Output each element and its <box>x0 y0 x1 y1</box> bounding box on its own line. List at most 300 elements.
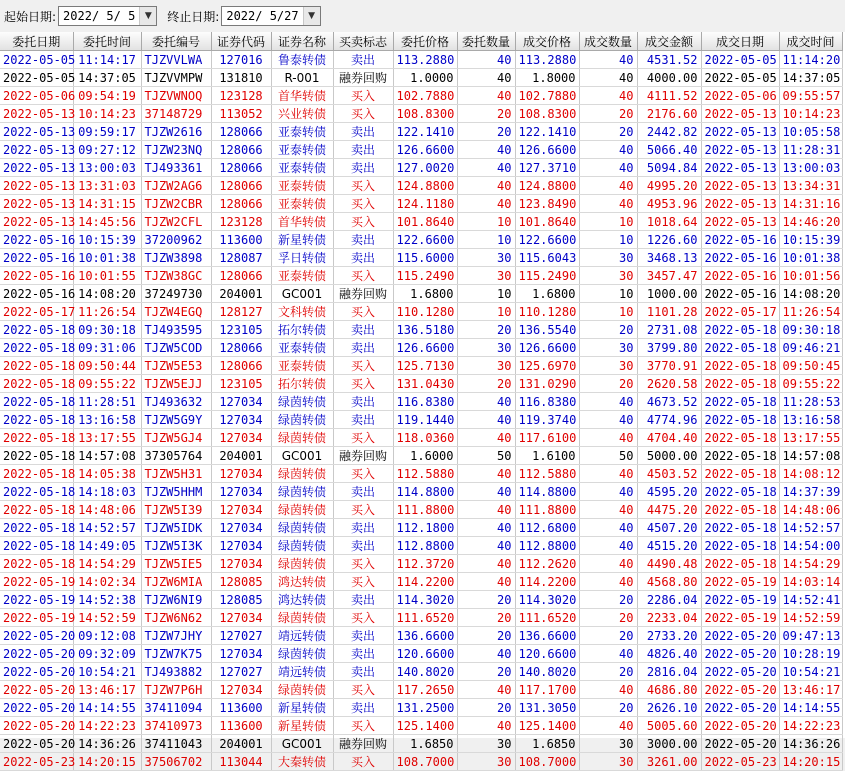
cell-order-price: 115.6000 <box>393 249 457 267</box>
table-row[interactable] <box>0 141 842 159</box>
column-header-order-date[interactable]: 委托日期 <box>0 32 73 51</box>
cell-order-date: 2022-05-20 <box>0 663 73 681</box>
cell-fill-amount: 2233.04 <box>637 609 701 627</box>
cell-fill-date: 2022-05-19 <box>701 591 779 609</box>
cell-side: 卖出 <box>333 699 393 717</box>
table-row[interactable] <box>0 177 842 195</box>
cell-order-id: TJZW5E53 <box>141 357 211 375</box>
cell-side: 买入 <box>333 177 393 195</box>
cell-order-id: TJZW5G9Y <box>141 411 211 429</box>
table-row[interactable] <box>0 357 842 375</box>
cell-fill-qty: 10 <box>579 213 637 231</box>
cell-fill-date: 2022-05-18 <box>701 555 779 573</box>
cell-order-date: 2022-05-18 <box>0 393 73 411</box>
cell-fill-price: 112.6800 <box>515 519 579 537</box>
cell-fill-amount: 2286.04 <box>637 591 701 609</box>
table-row[interactable] <box>0 735 842 753</box>
cell-order-time: 10:15:39 <box>73 231 141 249</box>
cell-order-date: 2022-05-20 <box>0 699 73 717</box>
cell-order-time: 14:45:56 <box>73 213 141 231</box>
table-row[interactable] <box>0 285 842 303</box>
orders-grid <box>0 32 845 769</box>
cell-fill-time: 11:28:53 <box>779 393 842 411</box>
cell-fill-amount: 4531.52 <box>637 51 701 69</box>
cell-order-date: 2022-05-17 <box>0 303 73 321</box>
cell-order-qty: 30 <box>457 357 515 375</box>
cell-security-code: 123128 <box>211 213 271 231</box>
cell-security-code: 127027 <box>211 663 271 681</box>
cell-order-price: 126.6600 <box>393 141 457 159</box>
cell-fill-qty: 20 <box>579 663 637 681</box>
table-row[interactable] <box>0 465 842 483</box>
cell-side: 卖出 <box>333 249 393 267</box>
cell-order-date: 2022-05-20 <box>0 735 73 753</box>
cell-security-name: 首华转债 <box>271 87 333 105</box>
cell-fill-price: 112.5880 <box>515 465 579 483</box>
table-row[interactable] <box>0 519 842 537</box>
cell-security-code: 128066 <box>211 195 271 213</box>
cell-fill-date: 2022-05-16 <box>701 267 779 285</box>
cell-fill-price: 1.6100 <box>515 447 579 465</box>
cell-fill-time: 14:20:15 <box>779 753 842 771</box>
cell-security-name: 绿茵转债 <box>271 519 333 537</box>
cell-order-date: 2022-05-19 <box>0 609 73 627</box>
cell-fill-price: 120.6600 <box>515 645 579 663</box>
cell-fill-price: 111.8800 <box>515 501 579 519</box>
table-row[interactable] <box>0 195 842 213</box>
cell-security-name: 绿茵转债 <box>271 645 333 663</box>
cell-order-date: 2022-05-20 <box>0 681 73 699</box>
cell-fill-time: 14:37:39 <box>779 483 842 501</box>
cell-fill-qty: 40 <box>579 177 637 195</box>
cell-order-qty: 40 <box>457 411 515 429</box>
cell-security-code: 127034 <box>211 483 271 501</box>
cell-side: 买入 <box>333 465 393 483</box>
cell-fill-time: 14:08:20 <box>779 285 842 303</box>
end-date-dropdown-icon[interactable]: ▼ <box>303 7 320 25</box>
table-row[interactable] <box>0 537 842 555</box>
cell-order-time: 09:55:22 <box>73 375 141 393</box>
cell-fill-qty: 40 <box>579 411 637 429</box>
cell-order-time: 13:00:03 <box>73 159 141 177</box>
cell-security-name: 绿茵转债 <box>271 429 333 447</box>
cell-security-code: 123105 <box>211 321 271 339</box>
cell-order-date: 2022-05-13 <box>0 123 73 141</box>
cell-order-date: 2022-05-18 <box>0 447 73 465</box>
cell-fill-time: 14:48:06 <box>779 501 842 519</box>
cell-security-code: 113052 <box>211 105 271 123</box>
cell-order-qty: 40 <box>457 87 515 105</box>
cell-fill-time: 09:55:22 <box>779 375 842 393</box>
cell-order-time: 13:16:58 <box>73 411 141 429</box>
cell-order-qty: 20 <box>457 609 515 627</box>
cell-security-name: 亚泰转债 <box>271 177 333 195</box>
cell-order-time: 09:50:44 <box>73 357 141 375</box>
cell-order-id: TJZW6MIA <box>141 573 211 591</box>
cell-side: 融券回购 <box>333 447 393 465</box>
cell-order-price: 112.8800 <box>393 537 457 555</box>
column-header-security-code[interactable]: 证券代码 <box>211 32 271 51</box>
cell-security-code: 127034 <box>211 645 271 663</box>
orders-table <box>0 32 843 771</box>
cell-fill-amount: 4826.40 <box>637 645 701 663</box>
cell-order-date: 2022-05-13 <box>0 159 73 177</box>
table-row[interactable] <box>0 699 842 717</box>
cell-order-qty: 40 <box>457 51 515 69</box>
cell-side: 卖出 <box>333 519 393 537</box>
cell-fill-time: 09:46:21 <box>779 339 842 357</box>
column-header-order-time[interactable]: 委托时间 <box>73 32 141 51</box>
cell-fill-price: 112.8800 <box>515 537 579 555</box>
cell-order-price: 115.2490 <box>393 267 457 285</box>
table-row[interactable] <box>0 123 842 141</box>
column-header-order-id[interactable]: 委托编号 <box>141 32 211 51</box>
table-row[interactable] <box>0 429 842 447</box>
cell-order-price: 131.0430 <box>393 375 457 393</box>
cell-fill-time: 11:26:54 <box>779 303 842 321</box>
table-row[interactable] <box>0 447 842 465</box>
table-row[interactable] <box>0 411 842 429</box>
cell-order-price: 136.5180 <box>393 321 457 339</box>
cell-order-qty: 20 <box>457 591 515 609</box>
cell-fill-amount: 2176.60 <box>637 105 701 123</box>
cell-order-time: 14:37:05 <box>73 69 141 87</box>
cell-order-id: 37148729 <box>141 105 211 123</box>
cell-order-price: 111.8800 <box>393 501 457 519</box>
cell-security-name: 亚泰转债 <box>271 195 333 213</box>
cell-fill-date: 2022-05-16 <box>701 285 779 303</box>
cell-fill-time: 14:52:41 <box>779 591 842 609</box>
cell-fill-time: 14:22:23 <box>779 717 842 735</box>
cell-security-name: GC001 <box>271 285 333 303</box>
cell-fill-time: 14:03:14 <box>779 573 842 591</box>
cell-fill-price: 114.8800 <box>515 483 579 501</box>
cell-side: 买入 <box>333 267 393 285</box>
cell-order-price: 119.1440 <box>393 411 457 429</box>
table-row[interactable] <box>0 213 842 231</box>
cell-fill-time: 13:46:17 <box>779 681 842 699</box>
cell-order-qty: 40 <box>457 645 515 663</box>
cell-security-code: 113044 <box>211 753 271 771</box>
table-row[interactable] <box>0 105 842 123</box>
cell-order-qty: 40 <box>457 573 515 591</box>
table-row[interactable] <box>0 573 842 591</box>
cell-order-date: 2022-05-18 <box>0 429 73 447</box>
table-row[interactable] <box>0 609 842 627</box>
cell-order-qty: 20 <box>457 105 515 123</box>
cell-security-code: 204001 <box>211 735 271 753</box>
cell-order-id: TJZW5IDK <box>141 519 211 537</box>
table-row[interactable] <box>0 753 842 771</box>
cell-fill-qty: 40 <box>579 645 637 663</box>
cell-fill-amount: 4568.80 <box>637 573 701 591</box>
cell-order-time: 14:52:59 <box>73 609 141 627</box>
cell-side: 买入 <box>333 303 393 321</box>
cell-fill-time: 10:54:21 <box>779 663 842 681</box>
cell-fill-amount: 4111.52 <box>637 87 701 105</box>
cell-side: 融券回购 <box>333 285 393 303</box>
cell-order-id: TJZW2CBR <box>141 195 211 213</box>
cell-fill-price: 131.0290 <box>515 375 579 393</box>
cell-fill-amount: 2816.04 <box>637 663 701 681</box>
cell-order-qty: 30 <box>457 267 515 285</box>
cell-side: 买入 <box>333 213 393 231</box>
cell-order-qty: 20 <box>457 663 515 681</box>
cell-side: 卖出 <box>333 393 393 411</box>
table-row[interactable] <box>0 501 842 519</box>
cell-order-id: TJ493361 <box>141 159 211 177</box>
cell-order-id: TJ493632 <box>141 393 211 411</box>
cell-order-date: 2022-05-13 <box>0 177 73 195</box>
cell-fill-date: 2022-05-19 <box>701 609 779 627</box>
cell-fill-qty: 30 <box>579 267 637 285</box>
cell-security-name: 亚泰转债 <box>271 159 333 177</box>
table-row[interactable] <box>0 249 842 267</box>
table-row[interactable] <box>0 627 842 645</box>
cell-fill-amount: 2620.58 <box>637 375 701 393</box>
cell-fill-qty: 20 <box>579 609 637 627</box>
cell-fill-qty: 40 <box>579 195 637 213</box>
cell-fill-price: 111.6520 <box>515 609 579 627</box>
cell-order-qty: 40 <box>457 681 515 699</box>
cell-security-code: 127034 <box>211 501 271 519</box>
cell-side: 买入 <box>333 429 393 447</box>
cell-fill-amount: 4515.20 <box>637 537 701 555</box>
cell-fill-qty: 20 <box>579 699 637 717</box>
table-row[interactable] <box>0 591 842 609</box>
cell-order-price: 124.1180 <box>393 195 457 213</box>
column-header-order-qty[interactable]: 委托数量 <box>457 32 515 51</box>
cell-order-price: 108.7000 <box>393 753 457 771</box>
cell-fill-time: 11:14:20 <box>779 51 842 69</box>
column-header-fill-price[interactable]: 成交价格 <box>515 32 579 51</box>
column-header-fill-qty[interactable]: 成交数量 <box>579 32 637 51</box>
cell-fill-date: 2022-05-20 <box>701 681 779 699</box>
table-row[interactable] <box>0 375 842 393</box>
cell-security-name: 新星转债 <box>271 717 333 735</box>
cell-side: 卖出 <box>333 339 393 357</box>
cell-security-name: 绿茵转债 <box>271 537 333 555</box>
cell-order-id: TJZW5COD <box>141 339 211 357</box>
cell-order-time: 14:02:34 <box>73 573 141 591</box>
cell-fill-qty: 40 <box>579 393 637 411</box>
cell-fill-date: 2022-05-20 <box>701 717 779 735</box>
cell-security-name: 兴业转债 <box>271 105 333 123</box>
cell-order-qty: 10 <box>457 285 515 303</box>
cell-order-time: 14:18:03 <box>73 483 141 501</box>
cell-order-id: 37506702 <box>141 753 211 771</box>
cell-fill-time: 11:28:31 <box>779 141 842 159</box>
cell-fill-amount: 5000.00 <box>637 447 701 465</box>
cell-order-price: 112.5880 <box>393 465 457 483</box>
cell-fill-date: 2022-05-19 <box>701 573 779 591</box>
cell-fill-amount: 2731.08 <box>637 321 701 339</box>
cell-fill-price: 136.6600 <box>515 627 579 645</box>
cell-order-date: 2022-05-18 <box>0 465 73 483</box>
cell-order-id: TJZW38GC <box>141 267 211 285</box>
cell-fill-qty: 40 <box>579 51 637 69</box>
cell-fill-date: 2022-05-16 <box>701 249 779 267</box>
cell-order-time: 09:31:06 <box>73 339 141 357</box>
cell-order-date: 2022-05-18 <box>0 555 73 573</box>
cell-fill-price: 108.8300 <box>515 105 579 123</box>
cell-security-code: 128066 <box>211 159 271 177</box>
cell-fill-qty: 40 <box>579 573 637 591</box>
cell-order-qty: 40 <box>457 465 515 483</box>
cell-fill-time: 09:30:18 <box>779 321 842 339</box>
cell-fill-amount: 2733.20 <box>637 627 701 645</box>
table-row[interactable] <box>0 339 842 357</box>
cell-order-date: 2022-05-18 <box>0 339 73 357</box>
cell-fill-date: 2022-05-06 <box>701 87 779 105</box>
cell-fill-qty: 40 <box>579 69 637 87</box>
column-header-order-price[interactable]: 委托价格 <box>393 32 457 51</box>
start-date-picker[interactable] <box>58 6 157 26</box>
cell-fill-qty: 30 <box>579 249 637 267</box>
table-row[interactable] <box>0 87 842 105</box>
column-header-fill-time[interactable]: 成交时间 <box>779 32 842 51</box>
cell-fill-qty: 20 <box>579 591 637 609</box>
cell-security-code: 127016 <box>211 51 271 69</box>
cell-security-name: 绿茵转债 <box>271 393 333 411</box>
cell-side: 卖出 <box>333 645 393 663</box>
cell-fill-qty: 40 <box>579 465 637 483</box>
start-date-value[interactable]: 2022/ 5/ 5 <box>63 9 136 23</box>
cell-security-code: 127034 <box>211 429 271 447</box>
cell-order-date: 2022-05-16 <box>0 267 73 285</box>
end-date-label: 终止日期: <box>167 9 220 24</box>
column-header-side[interactable]: 买卖标志 <box>333 32 393 51</box>
cell-order-qty: 40 <box>457 393 515 411</box>
cell-security-name: 绿茵转债 <box>271 501 333 519</box>
cell-fill-price: 127.3710 <box>515 159 579 177</box>
cell-security-name: 靖远转债 <box>271 627 333 645</box>
table-row[interactable] <box>0 231 842 249</box>
cell-side: 买入 <box>333 195 393 213</box>
cell-security-code: 127027 <box>211 627 271 645</box>
cell-fill-time: 10:01:56 <box>779 267 842 285</box>
cell-fill-price: 115.2490 <box>515 267 579 285</box>
table-row[interactable] <box>0 717 842 735</box>
cell-order-id: TJZW3898 <box>141 249 211 267</box>
cell-side: 卖出 <box>333 483 393 501</box>
cell-order-date: 2022-05-06 <box>0 87 73 105</box>
cell-fill-price: 136.5540 <box>515 321 579 339</box>
cell-security-name: 新星转债 <box>271 231 333 249</box>
table-row[interactable] <box>0 393 842 411</box>
cell-order-price: 122.1410 <box>393 123 457 141</box>
table-row[interactable] <box>0 51 842 69</box>
cell-order-date: 2022-05-18 <box>0 483 73 501</box>
table-header-row <box>0 32 842 51</box>
cell-security-code: 204001 <box>211 447 271 465</box>
cell-order-id: TJZW7P6H <box>141 681 211 699</box>
cell-order-time: 13:31:03 <box>73 177 141 195</box>
cell-order-price: 127.0020 <box>393 159 457 177</box>
cell-side: 卖出 <box>333 321 393 339</box>
cell-security-name: 靖远转债 <box>271 663 333 681</box>
cell-fill-price: 122.1410 <box>515 123 579 141</box>
cell-order-qty: 20 <box>457 123 515 141</box>
cell-fill-qty: 30 <box>579 753 637 771</box>
end-date-picker[interactable] <box>221 6 320 26</box>
cell-fill-amount: 4507.20 <box>637 519 701 537</box>
column-header-security-name[interactable]: 证券名称 <box>271 32 333 51</box>
cell-order-date: 2022-05-18 <box>0 375 73 393</box>
table-row[interactable] <box>0 69 842 87</box>
cell-fill-price: 1.8000 <box>515 69 579 87</box>
cell-fill-time: 13:34:31 <box>779 177 842 195</box>
cell-order-id: TJZW5HHM <box>141 483 211 501</box>
start-date-dropdown-icon[interactable]: ▼ <box>139 7 156 25</box>
cell-order-date: 2022-05-20 <box>0 717 73 735</box>
table-row[interactable] <box>0 681 842 699</box>
cell-security-code: 127034 <box>211 555 271 573</box>
column-header-fill-date[interactable]: 成交日期 <box>701 32 779 51</box>
cell-fill-price: 122.6600 <box>515 231 579 249</box>
cell-fill-amount: 4490.48 <box>637 555 701 573</box>
cell-fill-date: 2022-05-18 <box>701 465 779 483</box>
cell-fill-date: 2022-05-18 <box>701 321 779 339</box>
cell-side: 卖出 <box>333 537 393 555</box>
cell-fill-price: 125.6970 <box>515 357 579 375</box>
table-row[interactable] <box>0 645 842 663</box>
cell-side: 买入 <box>333 681 393 699</box>
cell-fill-qty: 20 <box>579 627 637 645</box>
table-row[interactable] <box>0 663 842 681</box>
cell-security-code: 127034 <box>211 465 271 483</box>
cell-order-price: 118.0360 <box>393 429 457 447</box>
table-row[interactable] <box>0 159 842 177</box>
cell-order-id: TJZW2616 <box>141 123 211 141</box>
cell-fill-date: 2022-05-18 <box>701 519 779 537</box>
cell-order-time: 13:17:55 <box>73 429 141 447</box>
cell-fill-date: 2022-05-20 <box>701 699 779 717</box>
cell-fill-time: 10:14:23 <box>779 105 842 123</box>
cell-fill-qty: 40 <box>579 537 637 555</box>
cell-fill-amount: 4673.52 <box>637 393 701 411</box>
cell-order-id: TJZW2AG6 <box>141 177 211 195</box>
cell-order-date: 2022-05-18 <box>0 411 73 429</box>
cell-fill-price: 126.6600 <box>515 141 579 159</box>
table-row[interactable] <box>0 267 842 285</box>
cell-fill-time: 14:36:26 <box>779 735 842 753</box>
cell-fill-qty: 20 <box>579 321 637 339</box>
cell-order-time: 09:30:18 <box>73 321 141 339</box>
cell-fill-qty: 40 <box>579 141 637 159</box>
table-row[interactable] <box>0 555 842 573</box>
cell-security-name: 孚日转债 <box>271 249 333 267</box>
column-header-fill-amount[interactable]: 成交金额 <box>637 32 701 51</box>
cell-fill-price: 114.2200 <box>515 573 579 591</box>
cell-order-time: 14:08:20 <box>73 285 141 303</box>
cell-security-code: 127034 <box>211 681 271 699</box>
cell-security-name: 绿茵转债 <box>271 483 333 501</box>
cell-order-price: 125.7130 <box>393 357 457 375</box>
table-row[interactable] <box>0 483 842 501</box>
table-row[interactable] <box>0 303 842 321</box>
cell-side: 卖出 <box>333 663 393 681</box>
cell-fill-time: 14:46:20 <box>779 213 842 231</box>
cell-fill-qty: 20 <box>579 123 637 141</box>
cell-order-price: 125.1400 <box>393 717 457 735</box>
cell-fill-time: 13:16:58 <box>779 411 842 429</box>
cell-order-price: 120.6600 <box>393 645 457 663</box>
end-date-value[interactable]: 2022/ 5/27 <box>226 9 299 23</box>
cell-order-price: 114.3020 <box>393 591 457 609</box>
table-row[interactable] <box>0 321 842 339</box>
cell-order-id: 37411043 <box>141 735 211 753</box>
